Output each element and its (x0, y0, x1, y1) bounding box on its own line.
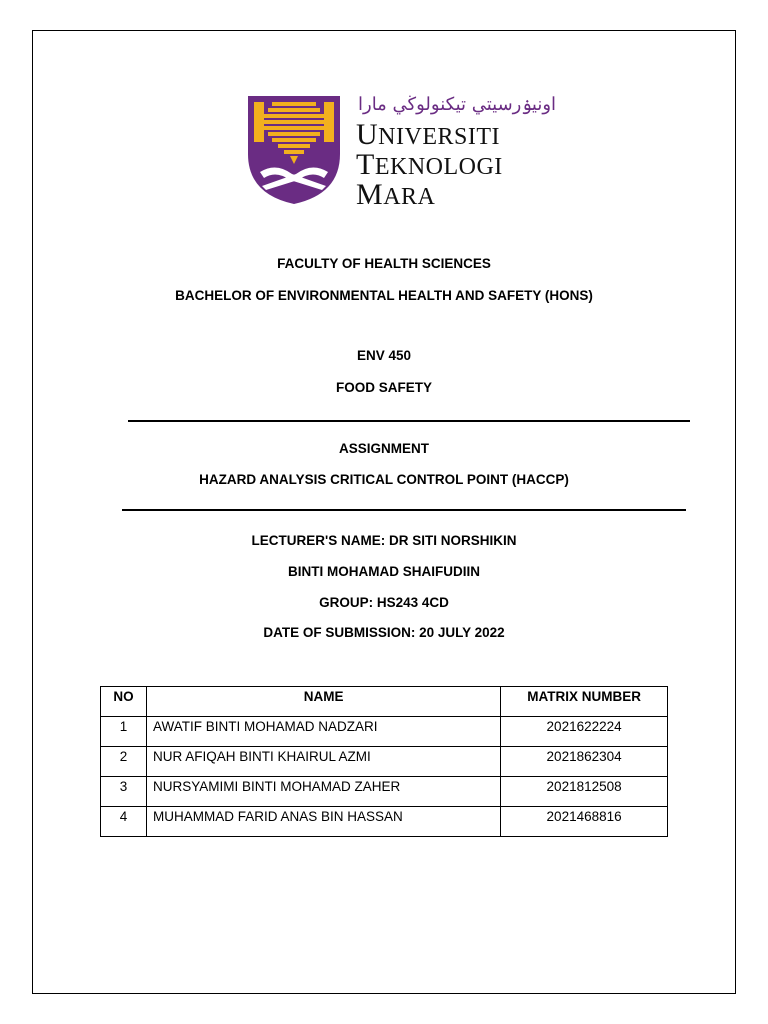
lecturer-line-1: LECTURER'S NAME: DR SITI NORSHIKIN (251, 533, 517, 548)
wordmark-line-2: TEKNOLOGI (356, 148, 503, 181)
row-no: 1 (101, 717, 147, 747)
assignment-title: HAZARD ANALYSIS CRITICAL CONTROL POINT (HACCP) (199, 472, 569, 487)
faculty-title: FACULTY OF HEALTH SCIENCES (277, 256, 491, 271)
group-line: GROUP: HS243 4CD (319, 595, 449, 610)
row-name: MUHAMMAD FARID ANAS BIN HASSAN (146, 807, 500, 837)
header-name: NAME (146, 687, 500, 717)
table-row (101, 717, 668, 747)
table-row (101, 807, 668, 837)
row-no: 4 (101, 807, 147, 837)
row-name: AWATIF BINTI MOHAMAD NADZARI (146, 717, 500, 747)
row-matrix: 2021622224 (501, 717, 668, 747)
divider-bottom (122, 509, 686, 511)
row-name: NUR AFIQAH BINTI KHAIRUL AZMI (146, 747, 500, 777)
jawi-wordmark: اونيۏرسيتي تيكنولوڬي مارا (358, 94, 557, 115)
header-no: NO (101, 687, 147, 717)
course-name: FOOD SAFETY (335, 380, 432, 395)
row-matrix: 2021812508 (501, 777, 668, 807)
course-code: ENV 450 (356, 348, 412, 363)
assignment-label: ASSIGNMENT (338, 441, 429, 456)
uitm-logo (246, 94, 557, 211)
members-table (100, 686, 668, 837)
header-matrix: MATRIX NUMBER (501, 687, 668, 717)
wordmark-line-3: MARA (356, 178, 436, 211)
table-row (101, 777, 668, 807)
table-row (101, 747, 668, 777)
wordmark-line-1: UNIVERSITI (356, 118, 500, 151)
row-matrix: 2021468816 (501, 807, 668, 837)
submission-date: DATE OF SUBMISSION: 20 JULY 2022 (263, 625, 505, 640)
row-name: NURSYAMIMI BINTI MOHAMAD ZAHER (146, 777, 500, 807)
lecturer-line-2: BINTI MOHAMAD SHAIFUDIIN (288, 564, 480, 579)
row-no: 2 (101, 747, 147, 777)
table-header-row (101, 687, 668, 717)
uitm-shield-icon (246, 94, 342, 206)
row-no: 3 (101, 777, 147, 807)
divider-top (128, 420, 690, 422)
program-title: BACHELOR OF ENVIRONMENTAL HEALTH AND SAFETY (HONS) (175, 288, 593, 303)
row-matrix: 2021862304 (501, 747, 668, 777)
